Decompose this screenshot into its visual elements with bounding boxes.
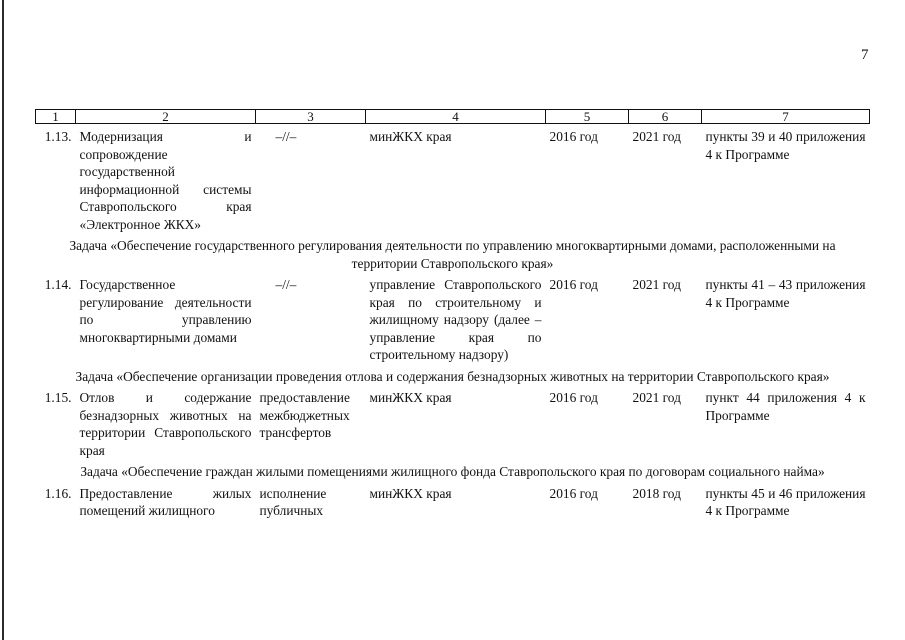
program-table [35,109,870,520]
table-row [36,124,870,234]
item-reference: пункты 39 и 40 приложения 4 к Программе [705,129,866,162]
item-name: Предоставление жилых помещений жилищного [79,485,252,518]
item-executor: минЖКХ края [369,390,452,405]
item-reference: пункты 41 – 43 приложения 4 к Программе [705,277,866,310]
item-end-year: 2021 год [632,390,681,405]
task-row [36,233,870,272]
page-left-edge [2,0,4,640]
column-number: 6 [629,110,702,124]
item-form: исполнение публичных [259,485,327,518]
item-form: предоставление межбюджетных трансфертов [259,390,350,440]
table-row [36,272,870,364]
table-row [36,385,870,459]
column-number: 5 [546,110,629,124]
item-start-year: 2016 год [549,129,598,144]
column-number: 4 [366,110,546,124]
item-end-year: 2021 год [632,129,681,144]
item-number: 1.15. [44,390,72,405]
column-number: 7 [702,110,870,124]
item-end-year: 2021 год [632,277,681,292]
task-row [36,459,870,481]
item-name: Модернизация и сопровождение государственной информационной системы Ставропольского края «Электронное ЖКХ» [79,129,252,232]
item-reference: пункты 45 и 46 приложения 4 к Программе [705,485,866,518]
column-number: 3 [256,110,366,124]
item-reference: пункт 44 приложения 4 к Программе [705,390,866,423]
item-start-year: 2016 год [549,277,598,292]
item-form: –//– [275,277,297,292]
item-start-year: 2016 год [549,390,598,405]
item-executor: управление Ставропольского края по строительному и жилищному надзору (далее – управление края по строительному надзору) [369,277,542,362]
column-number: 1 [36,110,76,124]
item-start-year: 2016 год [549,485,598,501]
page-number: 7 [861,47,869,63]
item-number: 1.16. [44,485,72,501]
column-number: 2 [76,110,256,124]
task-heading: Задача «Обеспечение организации проведения отлова и содержания безнадзорных животных на территории Ставропольского края» [75,368,830,384]
item-name: Отлов и содержание безнадзорных животных на территории Ставропольского края [79,390,252,458]
item-name: Государственное регулирование деятельности по управлению многоквартирными домами [79,277,252,345]
task-heading: Задача «Обеспечение государственного регулирования деятельности по управлению многоквартирными домами, расположенными на территории Ставропольского края» [69,238,836,271]
item-number: 1.14. [44,277,72,292]
task-row [36,364,870,386]
task-heading: Задача «Обеспечение граждан жилыми помещениями жилищного фонда Ставропольского края по договорам социального найма» [80,464,825,479]
item-executor: минЖКХ края [369,129,452,144]
column-number-row [36,110,870,124]
item-number: 1.13. [44,129,72,144]
item-form: –//– [275,129,297,144]
item-end-year: 2018 год [632,485,681,501]
table-row [36,481,870,520]
item-executor: минЖКХ края [369,485,452,501]
